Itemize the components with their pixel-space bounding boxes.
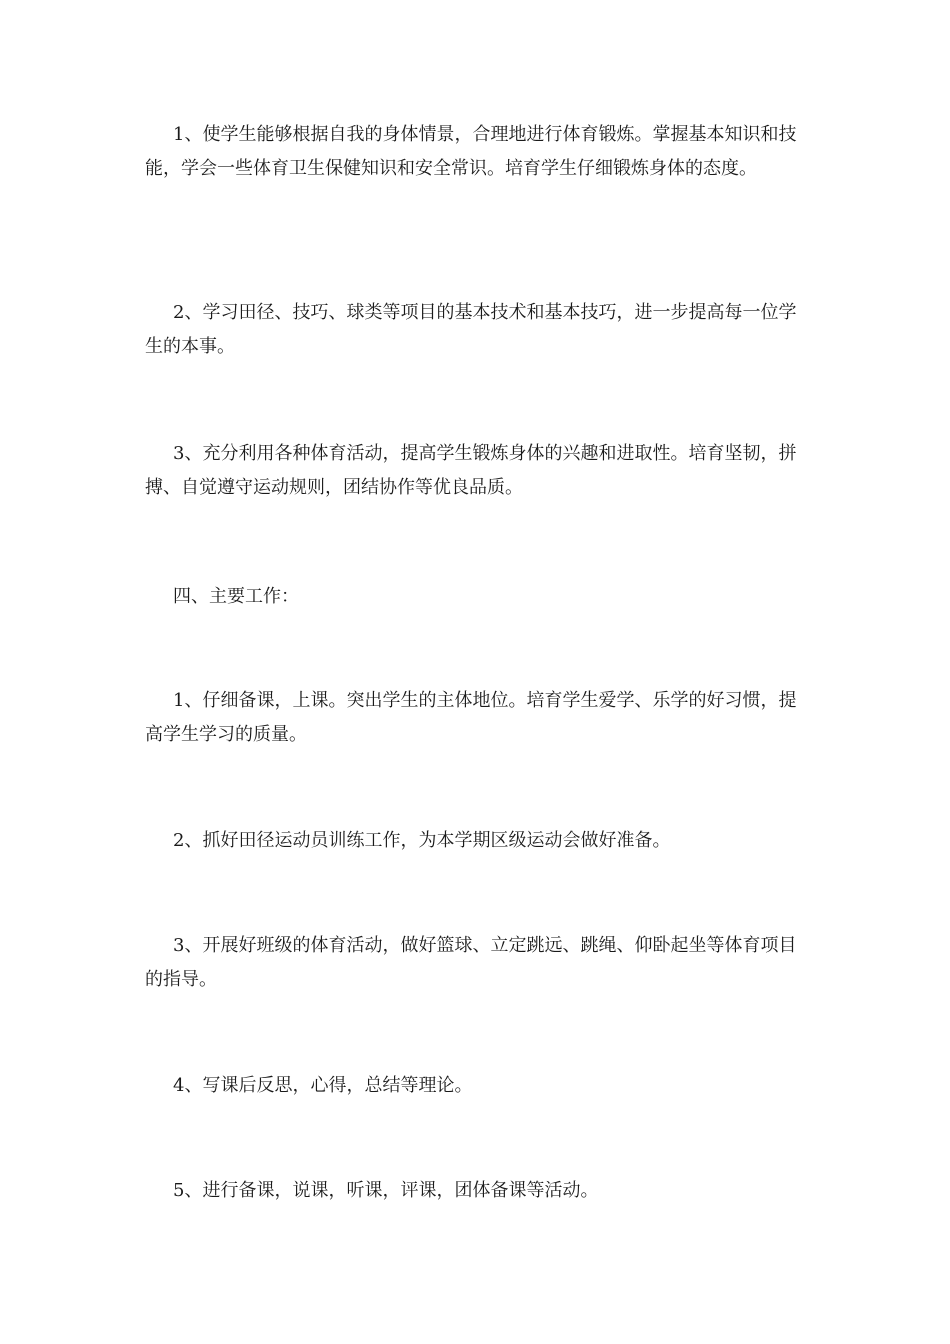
- work-paragraph-5: 5、进行备课，说课，听课，评课，团体备课等活动。: [173, 1180, 599, 1201]
- work-paragraph-4: 4、写课后反思，心得，总结等理论。: [173, 1075, 473, 1096]
- objective-paragraph-1: 1、使学生能够根据自我的身体情景，合理地进行体育锻炼。掌握基本知识和技能，学会一些体育卫生保健知识和安全常识。培育学生仔细锻炼身体的态度。: [145, 124, 797, 179]
- work-paragraph-1: 1、仔细备课，上课。突出学生的主体地位。培育学生爱学、乐学的好习惯，提高学生学习的质量。: [145, 690, 797, 745]
- section-heading-main-work: 四、主要工作：: [173, 586, 299, 607]
- work-paragraph-2: 2、抓好田径运动员训练工作，为本学期区级运动会做好准备。: [173, 830, 671, 851]
- objective-paragraph-3: 3、充分利用各种体育活动，提高学生锻炼身体的兴趣和进取性。培育坚韧，拼搏、自觉遵守运动规则，团结协作等优良品质。: [145, 443, 797, 498]
- objective-paragraph-2: 2、学习田径、技巧、球类等项目的基本技术和基本技巧，进一步提高每一位学生的本事。: [145, 302, 797, 357]
- work-paragraph-3: 3、开展好班级的体育活动，做好篮球、立定跳远、跳绳、仰卧起坐等体育项目的指导。: [145, 935, 797, 990]
